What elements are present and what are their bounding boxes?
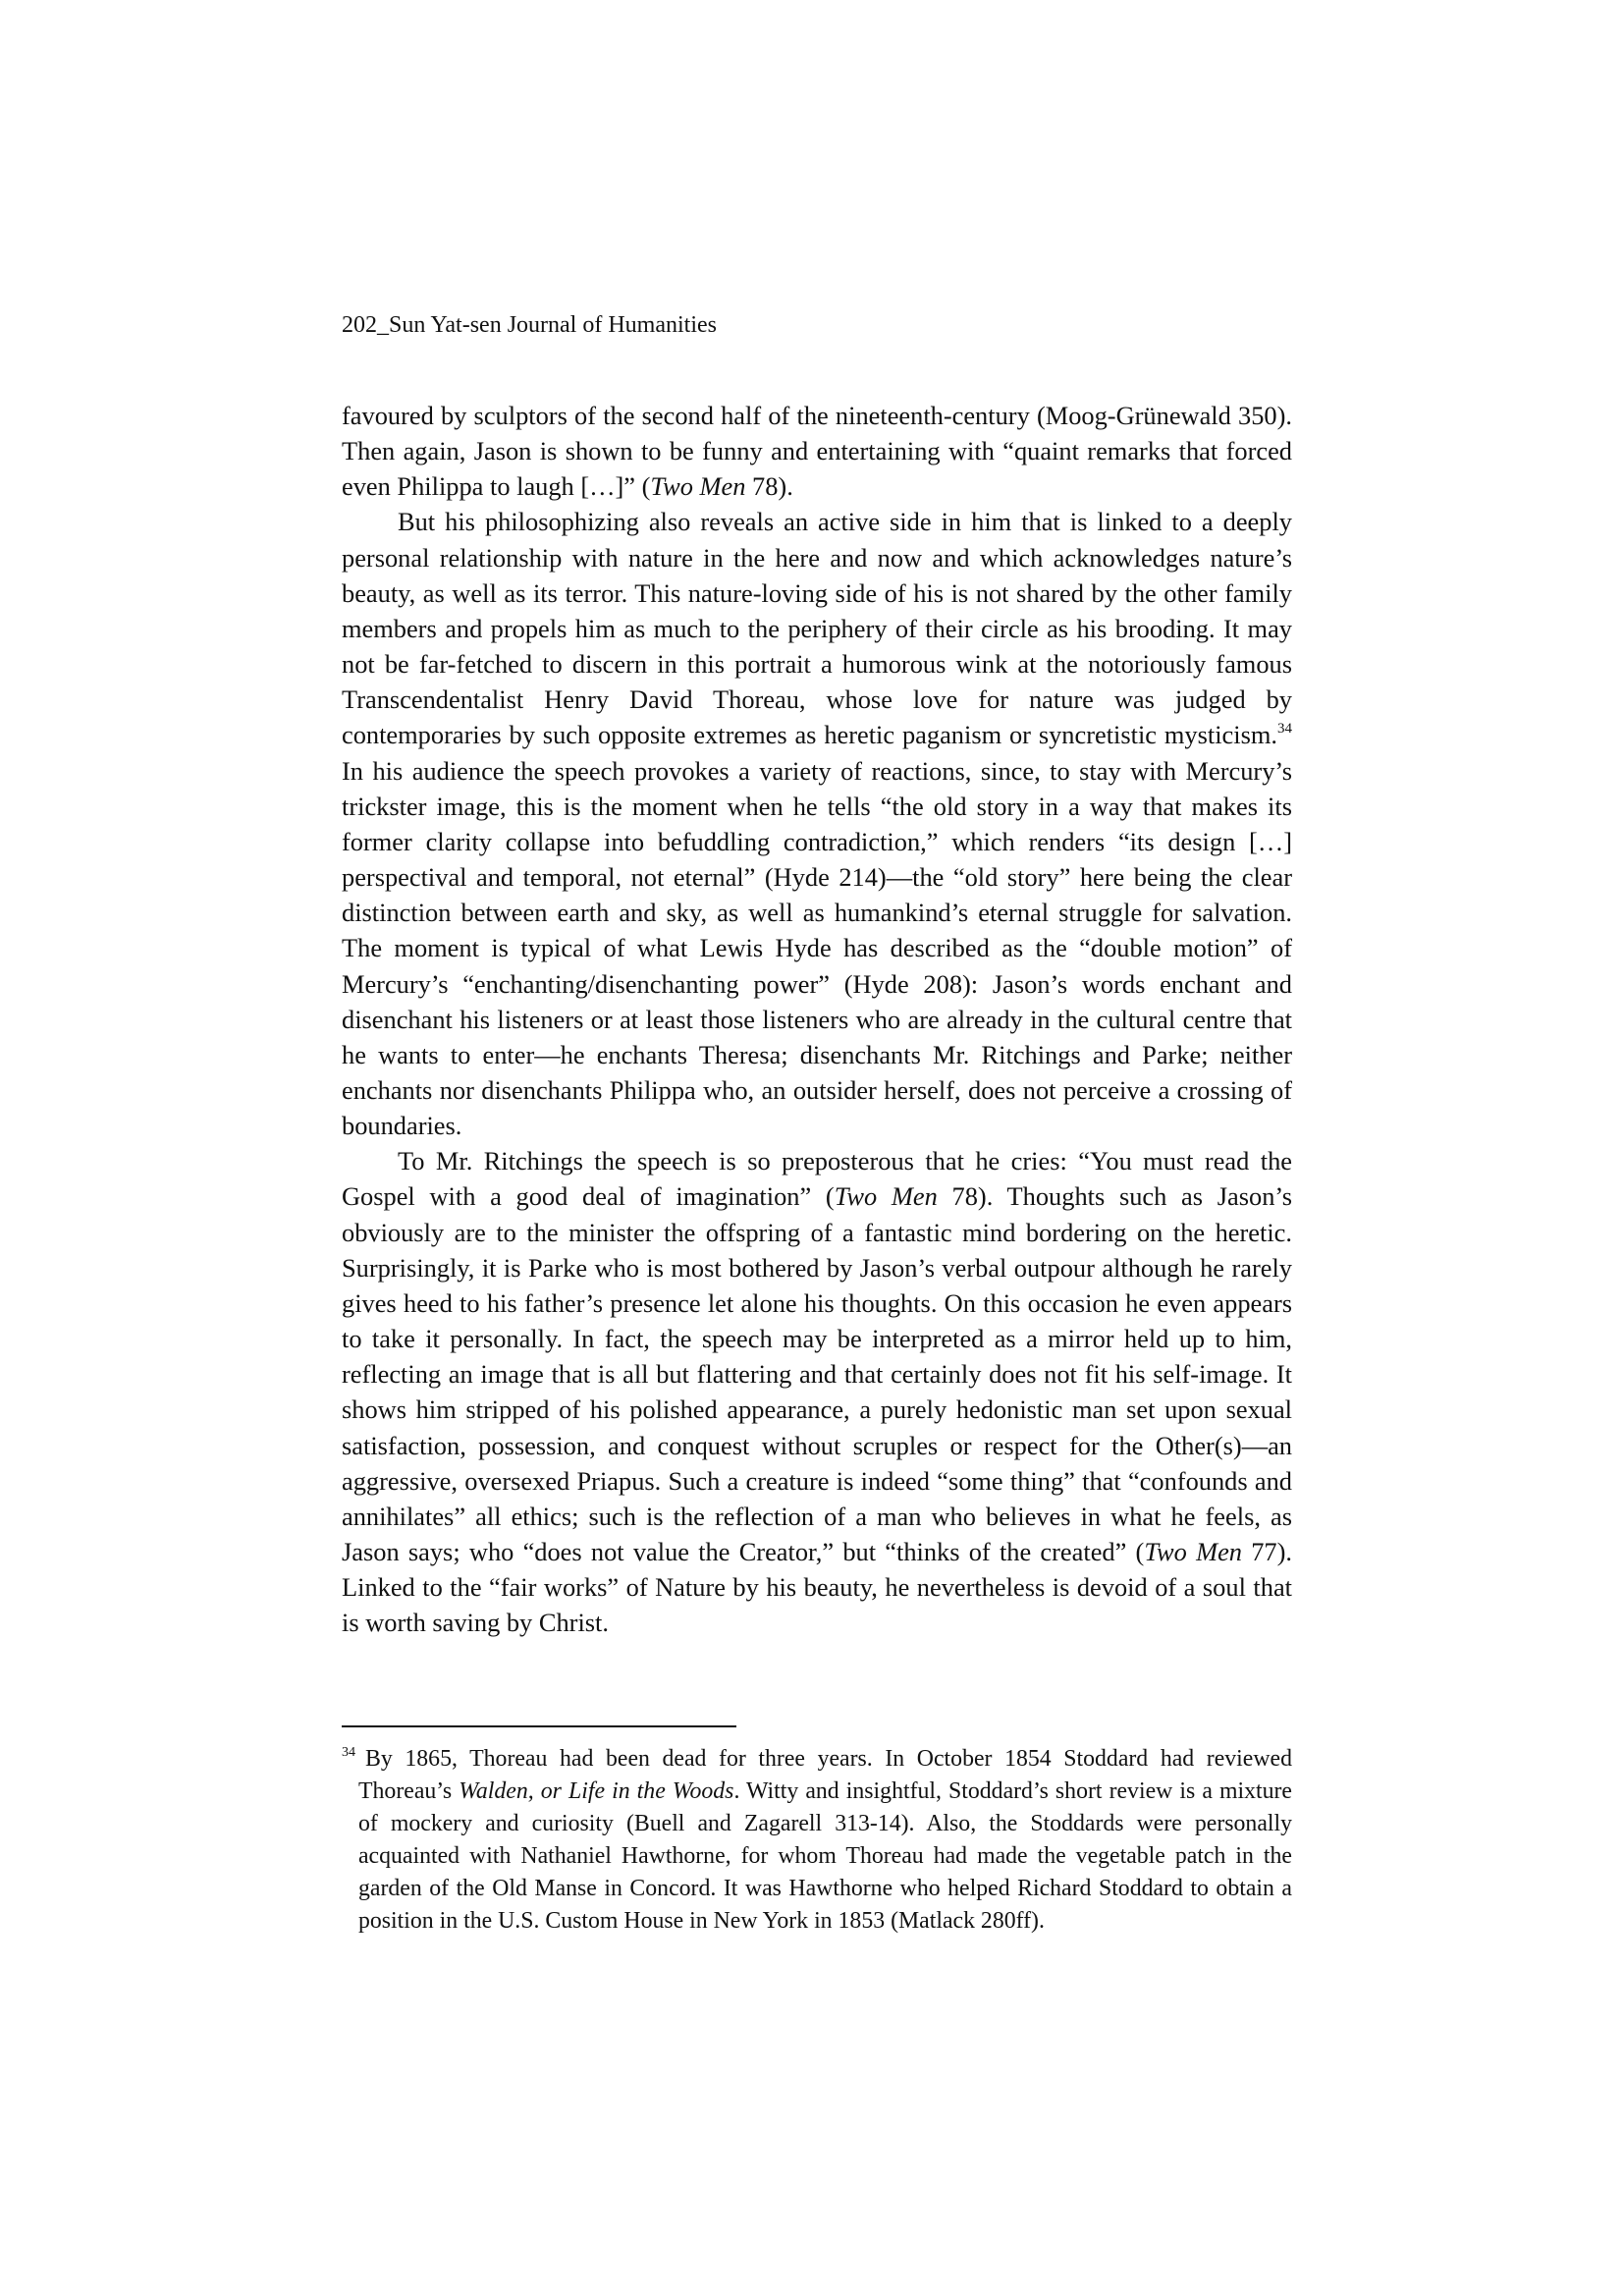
paragraph-1-title: Two Men xyxy=(650,471,746,502)
footnote-reference: 34 xyxy=(1277,721,1292,738)
paragraph-3-title-1: Two Men xyxy=(834,1181,938,1212)
footnote-34 xyxy=(342,1743,1292,1938)
footnote-number: 34 xyxy=(342,1745,355,1760)
paragraph-2-text-a: But his philosophizing also reveals an active side in him that is linked to a deeply personal relationship with nature in the here and now and which acknowledges nature’s beauty, as well as its terror. This nature-loving side of his is not shared by the other family members and propels him as much to the periphery of their circle as his brooding. It may not be far-fetched to discern in this portrait a humorous wink at the notoriously famous Transcendentalist Henry David Thoreau, whose love for nature was judged by contemporaries by such opposite extremes as heretic paganism or syncretistic mysticism. xyxy=(342,507,1292,750)
paragraph-3-title-2: Two Men xyxy=(1144,1537,1242,1566)
body-text xyxy=(342,398,1292,1640)
paragraph-1-text-b: 78). xyxy=(745,471,793,502)
footnote-divider xyxy=(342,1725,736,1727)
footnote-title: Walden, or Life in the Woods xyxy=(459,1778,734,1804)
paragraph-1 xyxy=(342,398,1292,504)
paragraph-3 xyxy=(342,1143,1292,1640)
paragraph-2-text-b: In his audience the speech provokes a variety of reactions, since, to stay with Mercury’s trickster image, this is the moment when he tells “the old story in a way that makes its former clarity collapse into befuddling contradiction,” which renders “its design […] perspectival and temporal, not eternal” (Hyde 214)—the “old story” here being the clear distinction between earth and sky, as well as humankind’s eternal struggle for salvation. The moment is typical of what Lewis Hyde has described as the “double motion” of Mercury’s “enchanting/disenchanting power” (Hyde 208): Jason’s words enchant and disenchant his listeners or at least those listeners who are already in the cultural centre that he wants to enter—he enchants Theresa; disenchants Mr. Ritchings and Parke; neither enchants nor disenchants Philippa who, an outsider herself, does not perceive a crossing of boundaries. xyxy=(342,755,1292,1141)
footnote-text-a: By 1865, Thoreau had been dead for three years. In October 1854 Stoddard had reviewed Thoreau’s xyxy=(358,1746,1292,1804)
paragraph-3-text-b: 78). Thoughts such as Jason’s obviously are to the minister the offspring of a fantastic mind bordering on the heretic. Surprisingly, it is Parke who is most bothered by Jason’s verbal outpour although he rarely gives heed to his father’s presence let alone his thoughts. On this occasion he even appears to take it personally. In fact, the speech may be interpreted as a mirror held up to him, reflecting an image that is all but flattering and that certainly does not fit his self-image. It shows him stripped of his polished appearance, a purely hedonistic man set upon sexual satisfaction, possession, and conquest without scruples or respect for the Other(s)—an aggressive, oversexed Priapus. Such a creature is indeed “some thing” that “confounds and annihilates” all ethics; such is the reflection of a man who believes in what he feels, as Jason says; who “does not value the Creator,” but “thinks of the created” ( xyxy=(342,1181,1292,1566)
paragraph-1-text-a: favoured by sculptors of the second half of the nineteenth-century (Moog-Grünewald 350). Then again, Jason is shown to be funny and entertaining with “quaint remarks that forced even Philippa to laugh […]” ( xyxy=(342,401,1292,502)
paragraph-3-text-a: To Mr. Ritchings the speech is so preposterous that he cries: “You must read the Gospel with a good deal of imagination” ( xyxy=(342,1146,1292,1212)
footnotes xyxy=(342,1743,1292,1938)
running-head: 202_Sun Yat-sen Journal of Humanities xyxy=(342,312,717,338)
paragraph-3-text-c: 77). Linked to the “fair works” of Nature by his beauty, he nevertheless is devoid of a soul that is worth saving by Christ. xyxy=(342,1537,1292,1638)
paragraph-2 xyxy=(342,504,1292,1143)
footnote-text-b: . Witty and insightful, Stoddard’s short review is a mixture of mockery and curiosity (Buell and Zagarell 313-14). Also, the Stoddards were personally acquainted with Nathaniel Hawthorne, for whom Thoreau had made the vegetable patch in the garden of the Old Manse in Concord. It was Hawthorne who helped Richard Stoddard to obtain a position in the U.S. Custom House in New York in 1853 (Matlack 280ff). xyxy=(358,1778,1292,1934)
